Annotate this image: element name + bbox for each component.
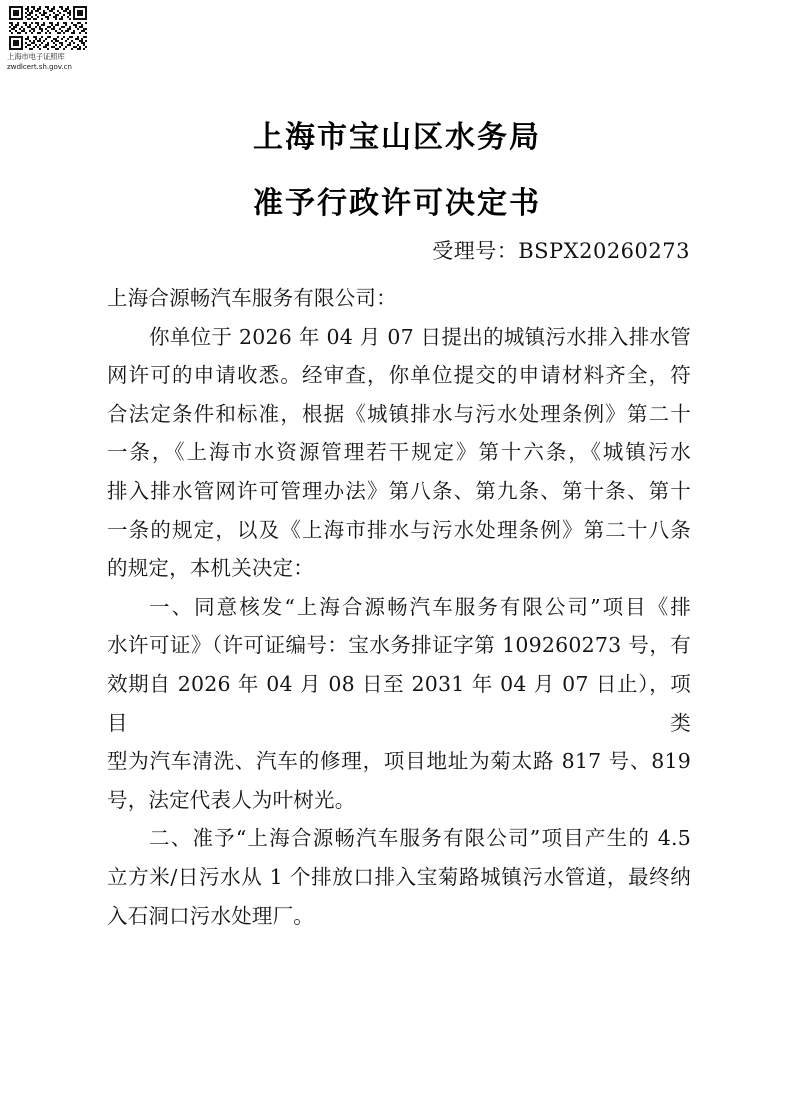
paragraph-line: 你单位于 2026 年 04 月 07 日提出的城镇污水排入排水管 <box>149 324 691 349</box>
page-title: 准予行政许可决定书 <box>253 186 541 221</box>
paragraph-line: 网许可的申请收悉。经审查，你单位提交的申请材料齐全，符 <box>107 363 691 388</box>
qr-code-icon <box>7 4 89 52</box>
paragraph-line: 一条的规定，以及《上海市排水与污水处理条例》第二十八条 <box>107 517 691 542</box>
paragraph-line: 二、准予“上海合源畅汽车服务有限公司”项目产生的 4.5 <box>149 826 691 851</box>
addressee-line: 上海合源畅汽车服务有限公司： <box>107 286 397 310</box>
paragraph-line: 合法定条件和标准，根据《城镇排水与污水处理条例》第二十 <box>107 401 691 426</box>
paragraph-line: 排入排水管网许可管理办法》第八条、第九条、第十条、第十 <box>107 478 691 503</box>
paragraph-line: 号，法定代表人为叶树光。 <box>107 787 356 812</box>
authority-title: 上海市宝山区水务局 <box>253 120 541 155</box>
paragraph-line: 入石洞口污水处理厂。 <box>107 903 314 928</box>
paragraph-line: 立方米/日污水从 1 个排放口排入宝菊路城镇污水管道，最终纳 <box>107 864 691 889</box>
watermark-url-label: zwdlcert.sh.gov.cn <box>7 61 72 71</box>
electronic-certificate-watermark <box>7 4 91 71</box>
paragraph-line: 一、同意核发“上海合源畅汽车服务有限公司”项目《排 <box>149 594 691 619</box>
paragraph-line: 型为汽车清洗、汽车的修理，项目地址为菊太路 817 号、819 <box>107 749 691 774</box>
paragraph-line: 效期自 2026 年 04 月 08 日至 2031 年 04 月 07 日止），项目类 <box>107 671 691 735</box>
paragraph-line: 水许可证》（许可证编号：宝水务排证字第 109260273 号，有 <box>107 633 691 658</box>
document-header <box>0 116 794 226</box>
case-number: 受理号：BSPX20260273 <box>432 239 690 263</box>
letter-body <box>107 279 691 935</box>
watermark-org-label: 上海市电子证照库 <box>7 52 65 61</box>
paragraph-line: 的规定，本机关决定： <box>107 556 314 581</box>
paragraph-line: 一条，《上海市水资源管理若干规定》第十六条，《城镇污水 <box>107 440 691 465</box>
